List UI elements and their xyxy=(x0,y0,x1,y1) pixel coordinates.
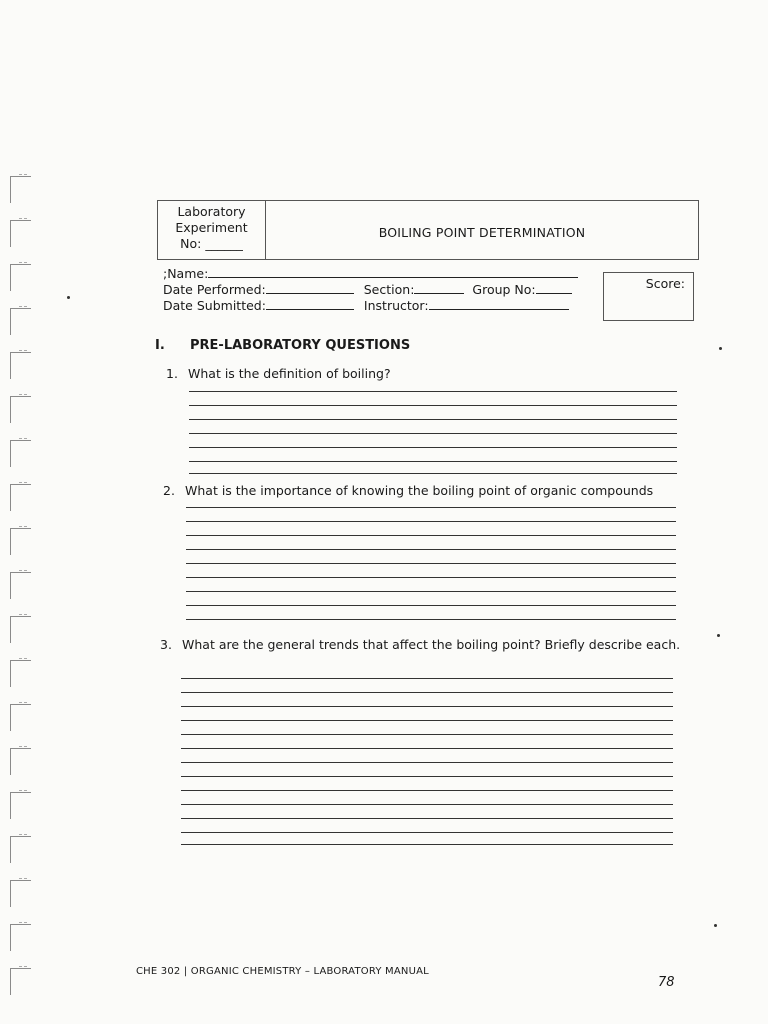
scan-speck xyxy=(714,924,717,927)
ring-mark xyxy=(10,880,31,907)
scan-speck xyxy=(717,634,720,637)
ring-mark xyxy=(10,440,31,467)
date-performed-row xyxy=(163,282,578,298)
date-submitted-row xyxy=(163,298,578,314)
section-number: I. xyxy=(155,338,165,353)
question-number: 1. xyxy=(166,366,178,381)
section-heading xyxy=(155,338,410,353)
answer-line[interactable] xyxy=(186,577,676,578)
ring-mark xyxy=(10,264,31,291)
answer-line[interactable] xyxy=(181,832,673,833)
score-box[interactable] xyxy=(603,272,694,321)
answer-line[interactable] xyxy=(181,790,673,791)
section-label: Section: xyxy=(363,282,415,297)
ring-mark xyxy=(10,792,31,819)
question-text: What are the general trends that affect the boiling point? Briefly describe each. xyxy=(182,637,681,652)
answer-line[interactable] xyxy=(186,605,676,606)
date-submitted-field[interactable] xyxy=(266,298,354,310)
student-info-block xyxy=(163,266,578,314)
ring-mark xyxy=(10,528,31,555)
answer-line[interactable] xyxy=(186,521,676,522)
score-label: Score: xyxy=(645,276,685,291)
question-number: 3. xyxy=(160,637,172,652)
answer-line[interactable] xyxy=(186,591,676,592)
answer-line[interactable] xyxy=(186,563,676,564)
answer-line[interactable] xyxy=(181,706,673,707)
ring-mark xyxy=(10,616,31,643)
ring-mark xyxy=(10,220,31,247)
date-performed-label: Date Performed: xyxy=(163,282,266,297)
answer-line[interactable] xyxy=(181,804,673,805)
section-field[interactable] xyxy=(414,282,464,294)
group-number-label: Group No: xyxy=(472,282,536,297)
question-2 xyxy=(163,483,653,498)
question-text: What is the importance of knowing the boiling point of organic compounds xyxy=(185,483,654,498)
answer-line[interactable] xyxy=(181,720,673,721)
experiment-header-box xyxy=(157,200,699,260)
question-1 xyxy=(166,366,391,381)
answer-line[interactable] xyxy=(186,535,676,536)
ring-mark xyxy=(10,748,31,775)
ring-mark xyxy=(10,176,31,203)
page-footer: CHE 302 | ORGANIC CHEMISTRY – LABORATORY MANUAL xyxy=(136,966,429,977)
lab-experiment-number-cell xyxy=(158,201,266,259)
answer-line[interactable] xyxy=(186,507,676,508)
question-text: What is the definition of boiling? xyxy=(188,366,391,381)
ring-mark xyxy=(10,308,31,335)
answer-line[interactable] xyxy=(181,734,673,735)
ring-mark xyxy=(10,836,31,863)
answer-line[interactable] xyxy=(189,405,677,406)
ring-mark xyxy=(10,572,31,599)
answer-line[interactable] xyxy=(181,748,673,749)
section-title: PRE-LABORATORY QUESTIONS xyxy=(190,338,411,353)
experiment-title: BOILING POINT DETERMINATION xyxy=(378,224,586,240)
answer-line[interactable] xyxy=(181,844,673,845)
date-submitted-label: Date Submitted: xyxy=(163,298,266,313)
instructor-label: Instructor: xyxy=(363,298,429,313)
scan-speck xyxy=(719,347,722,350)
lab-label-line: Laboratory xyxy=(177,204,246,219)
answer-line[interactable] xyxy=(186,549,676,550)
ring-mark xyxy=(10,396,31,423)
ring-mark xyxy=(10,924,31,951)
answer-line[interactable] xyxy=(189,461,677,462)
question-3 xyxy=(160,637,680,652)
ring-mark xyxy=(10,484,31,511)
answer-line[interactable] xyxy=(186,619,676,620)
answer-line[interactable] xyxy=(189,473,677,474)
binder-ring-marks xyxy=(10,176,40,1016)
lab-label-line: Experiment xyxy=(175,220,248,235)
answer-line[interactable] xyxy=(189,391,677,392)
ring-mark xyxy=(10,704,31,731)
lab-number-field[interactable]: No: ______ xyxy=(180,236,243,251)
name-label: ;Name: xyxy=(163,266,209,281)
answer-line[interactable] xyxy=(181,692,673,693)
ring-mark xyxy=(10,352,31,379)
question-number: 2. xyxy=(163,483,175,498)
date-performed-field[interactable] xyxy=(266,282,354,294)
group-number-field[interactable] xyxy=(536,282,572,294)
answer-line[interactable] xyxy=(181,678,673,679)
ring-mark xyxy=(10,968,31,995)
scan-speck xyxy=(67,296,70,299)
answer-line[interactable] xyxy=(189,433,677,434)
name-field[interactable] xyxy=(208,266,578,278)
page-number: 78 xyxy=(658,975,675,990)
answer-line[interactable] xyxy=(189,419,677,420)
ring-mark xyxy=(10,660,31,687)
answer-line[interactable] xyxy=(181,776,673,777)
answer-line[interactable] xyxy=(181,818,673,819)
answer-line[interactable] xyxy=(181,762,673,763)
answer-line[interactable] xyxy=(189,447,677,448)
name-row xyxy=(163,266,578,282)
instructor-field[interactable] xyxy=(429,298,569,310)
